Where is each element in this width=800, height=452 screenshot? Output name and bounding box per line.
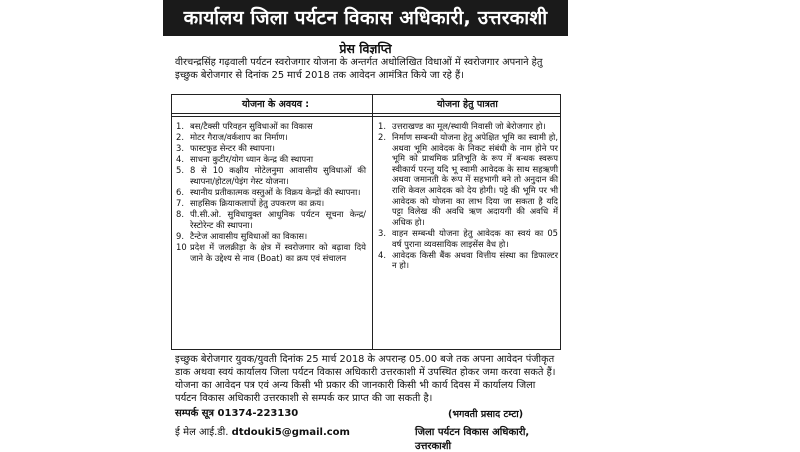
- list-item: 4. साधना कुटीर/योग ध्यान केन्द्र की स्थापना: [176, 154, 313, 165]
- list-item: 1. उत्तराखण्ड का मूल/स्थायी निवासी जो बेरोजगार हो।: [378, 121, 546, 131]
- list-item: 8. पी.सी.ओ. सुविधायुक्त आधुनिक पर्यटन सूचना केन्द्र/रेस्टोरेन्ट की स्थापना।: [176, 209, 366, 230]
- list-item: 3. वाहन सम्बन्धी योजना हेतु आवेदक का स्वयं का 05 वर्ष पुराना व्यवसायिक लाइसेंस वैध हो।: [378, 227, 558, 249]
- scheme-table: [171, 94, 561, 350]
- office-title: कार्यालय जिला पर्यटन विकास अधिकारी, उत्तरकाशी: [163, 0, 568, 36]
- list-item: 4. आवेदक किसी बैंक अथवा वित्तीय संस्था का डिफाल्टर न हो।: [378, 249, 558, 271]
- column-divider: [372, 95, 373, 349]
- table-header: [172, 95, 560, 114]
- press-release-document: [163, 0, 568, 452]
- signatory-designation: जिला पर्यटन विकास अधिकारी, उत्तरकाशी: [415, 427, 530, 452]
- list-item: 1. बस/टैक्सी परिवहन सुविधाओं का विकास: [176, 121, 313, 131]
- signatory-name: (भगवती प्रसाद टम्टा): [448, 409, 524, 420]
- eligibility-header: योजना हेतु पात्रता: [437, 99, 498, 110]
- components-header: योजना के अवयव :: [242, 99, 310, 110]
- application-instructions: इच्छुक बेरोजगार युवक/युवती दिनांक 25 मार्च 2018 के अपरान्ह 05.00 बजे तक अपना आवेदन पंजीकृत डाक अथवा स्वयं कार्यालय जिला पर्यटन विकास अधिकारी उत्तरकाशी में उपस्थित होकर जमा करवा सकते हैं। योजना का आवेदन पत्र एवं अन्य किसी भी प्रकार की जानकारी किसी भी कार्य दिवस में कार्यालय जिला पर्यटन विकास अधिकारी उत्तरकाशी से सम्पर्क कर प्राप्त की जा सकती है।: [175, 354, 556, 404]
- header-rule: [172, 116, 560, 117]
- contact-email: [175, 424, 350, 438]
- contact-phone: सम्पर्क सूत्र 01374-223130: [175, 408, 299, 419]
- list-item: 10 प्रदेश में जलक्रीड़ा के क्षेत्र में स्वरोजगार को बढ़ावा दिये जाने के उद्देश्य से नाव (Boat) का क्रय एवं संचालन: [176, 242, 366, 263]
- list-item: 2. निर्माण सम्बन्धी योजना हेतु अपेक्षित भूमि का स्वामी हो, अथवा भूमि आवेदक के निकट संबंधी के नाम होने पर भूमि को प्राथमिक प्रतिभूति के रूप में बन्धक स्वरूप स्वीकार्य परन्तु यदि भू स्वामी आवेदक के साथ सहऋणी अथवा जमानती के रूप में सहभागी बने तो अनुदान की राशि केवल आवेदक को देय होगी। पट्टे की भूमि पर भी आवेदक को योजना का लाभ दिया जा सकता है यदि पट्टा विलेख की अवधि ऋण अदायगी की अवधि में अधिक हो।: [378, 132, 558, 227]
- email-label: ई मेल आई.डी.: [175, 427, 229, 438]
- email-address: dtdouki5@gmail.com: [231, 427, 350, 438]
- list-item: 6. स्थानीय प्रतीकात्मक वस्तुओं के विक्रय केन्द्रों की स्थापना।: [176, 187, 361, 198]
- components-list: [176, 121, 366, 264]
- intro-paragraph: वीरचन्द्रसिंह गढ़वाली पर्यटन स्वरोजगार योजना के अन्तर्गत अधोलिखित विधाओं में स्वरोजगार अपनाने हेतु इच्छुक बेरोजगार से दिनांक 25 मार्च 2018 तक आवेदन आमंत्रित किये जा रहे हैं।: [175, 57, 543, 81]
- list-item: 2. मोटर गैराज/वर्कशाप का निर्माण।: [176, 132, 288, 143]
- list-item: 3. फास्टफुड सेन्टर की स्थापना।: [176, 143, 275, 154]
- list-item: 9. टैन्टेज आवासीय सुविधाओं का विकास।: [176, 230, 308, 241]
- list-item: 5. 8 से 10 कक्षीय मोटेलनुमा आवासीय सुविधाओं की स्थापना/होटल/पेइंग गेस्ट योजना।: [176, 165, 366, 186]
- press-release-heading: प्रेस विज्ञप्ति: [339, 41, 392, 56]
- list-item: 7. साहसिक क्रियाकलापों हेतु उपकरण का क्रय।: [176, 198, 325, 209]
- eligibility-list: [378, 121, 558, 271]
